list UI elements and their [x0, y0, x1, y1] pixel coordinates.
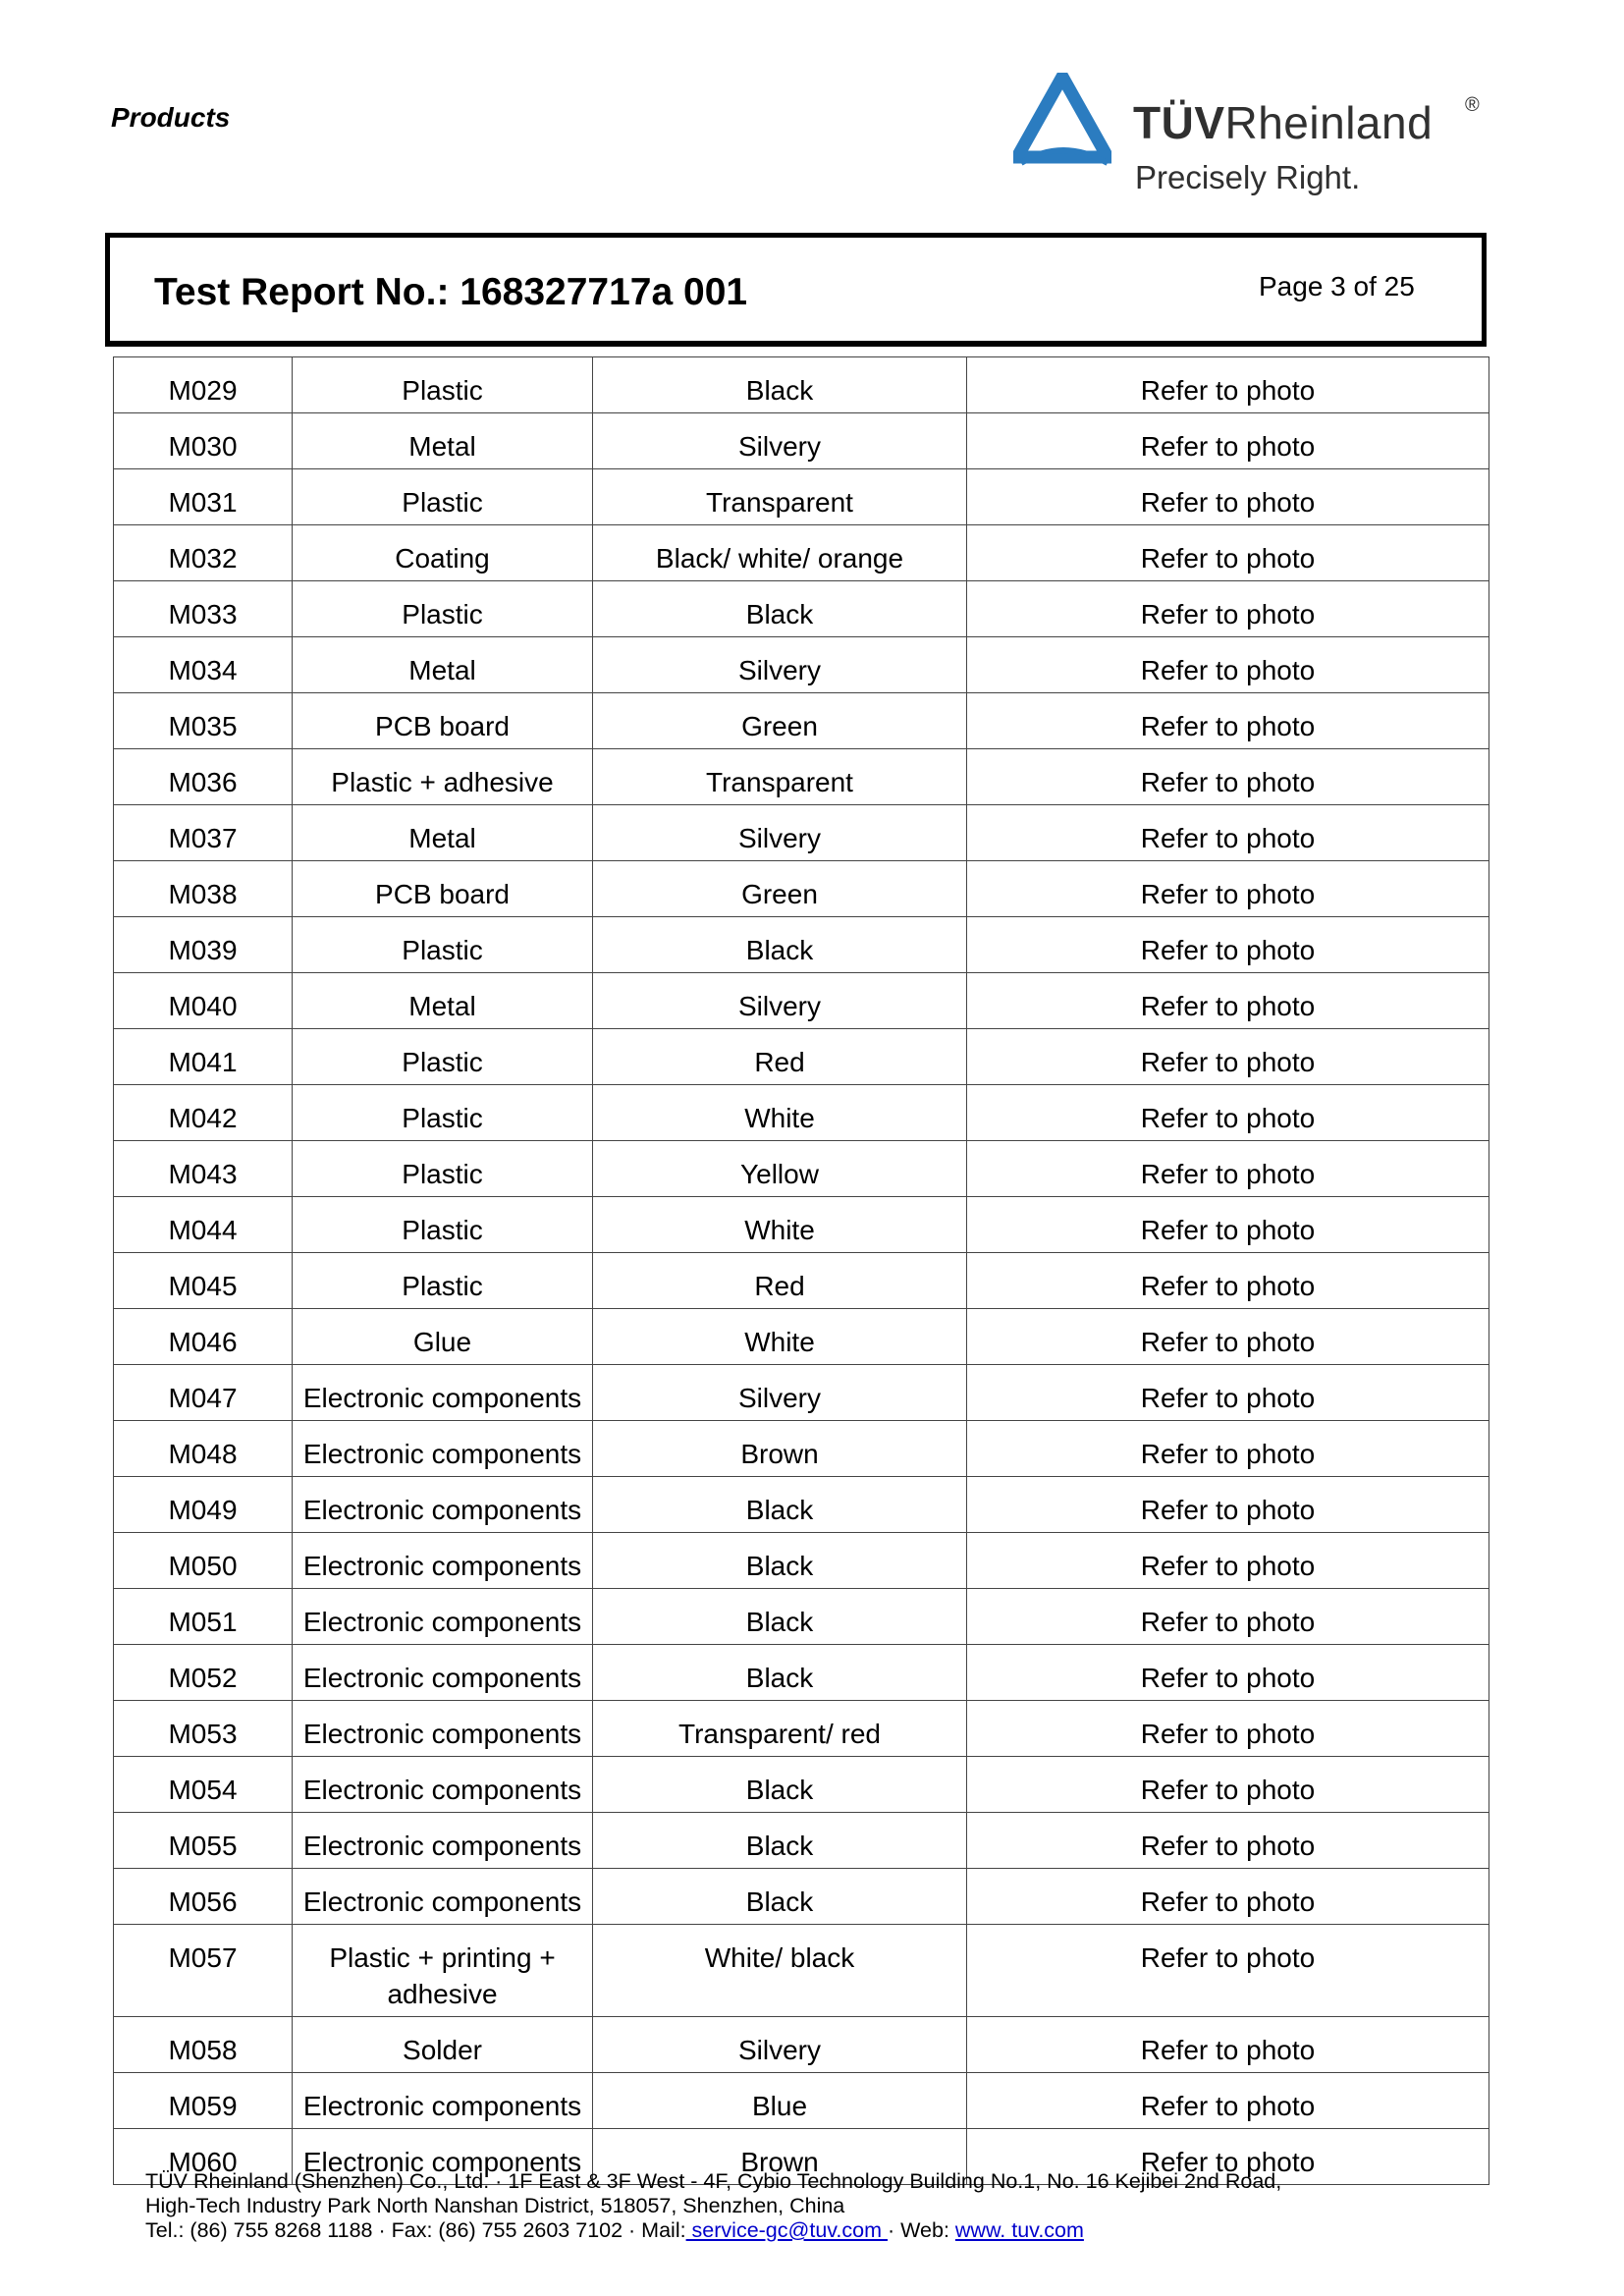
cell-material: Plastic	[293, 1029, 593, 1085]
cell-material-id: M045	[114, 1253, 293, 1309]
cell-color: Transparent	[593, 469, 967, 525]
table-row	[114, 2017, 1489, 2073]
cell-material: Electronic components	[293, 1589, 593, 1645]
cell-remark: Refer to photo	[967, 1141, 1489, 1197]
cell-remark: Refer to photo	[967, 1701, 1489, 1757]
cell-color: White	[593, 1309, 967, 1365]
cell-color: Blue	[593, 2073, 967, 2129]
cell-remark: Refer to photo	[967, 1365, 1489, 1421]
cell-remark: Refer to photo	[967, 469, 1489, 525]
cell-color: Silvery	[593, 637, 967, 693]
table-row	[114, 1533, 1489, 1589]
footer-address-line2: High-Tech Industry Park North Nanshan District, 518057, Shenzhen, China	[145, 2194, 845, 2217]
cell-remark: Refer to photo	[967, 2017, 1489, 2073]
report-title: Test Report No.: 168327717a 001	[154, 271, 748, 313]
cell-color: Black	[593, 1757, 967, 1813]
cell-material-id: M039	[114, 917, 293, 973]
footer	[145, 2169, 1281, 2243]
cell-material: Plastic + printing + adhesive	[293, 1925, 593, 2017]
footer-address-line1: TÜV Rheinland (Shenzhen) Co., Ltd. · 1F East & 3F West - 4F, Cybio Technology Building No.1, No. 16 Kejibei 2nd Road,	[145, 2169, 1282, 2193]
cell-material-id: M052	[114, 1645, 293, 1701]
cell-material-id: M035	[114, 693, 293, 749]
cell-material: Plastic	[293, 1085, 593, 1141]
cell-remark: Refer to photo	[967, 973, 1489, 1029]
table-row	[114, 525, 1489, 581]
table-row	[114, 1477, 1489, 1533]
logo-wordmark: TÜVRheinland	[1133, 97, 1434, 148]
table-row	[114, 861, 1489, 917]
table-row	[114, 1365, 1489, 1421]
cell-material-id: M048	[114, 1421, 293, 1477]
cell-material: Electronic components	[293, 1757, 593, 1813]
cell-material: Electronic components	[293, 1869, 593, 1925]
cell-remark: Refer to photo	[967, 1085, 1489, 1141]
table-row	[114, 2073, 1489, 2129]
cell-color: Brown	[593, 1421, 967, 1477]
cell-material-id: M055	[114, 1813, 293, 1869]
cell-remark: Refer to photo	[967, 525, 1489, 581]
cell-material: Electronic components	[293, 1477, 593, 1533]
footer-web-label: · Web:	[888, 2218, 955, 2242]
cell-material: Electronic components	[293, 1365, 593, 1421]
cell-color: Yellow	[593, 1141, 967, 1197]
cell-remark: Refer to photo	[967, 1533, 1489, 1589]
cell-material-id: M043	[114, 1141, 293, 1197]
cell-material: Electronic components	[293, 2073, 593, 2129]
cell-material-id: M056	[114, 1869, 293, 1925]
cell-remark: Refer to photo	[967, 917, 1489, 973]
report-header-box	[105, 233, 1487, 347]
cell-color: Silvery	[593, 2017, 967, 2073]
table-row	[114, 1645, 1489, 1701]
cell-material: PCB board	[293, 861, 593, 917]
cell-color: Silvery	[593, 1365, 967, 1421]
cell-material: PCB board	[293, 693, 593, 749]
cell-material-id: M030	[114, 413, 293, 469]
table-row	[114, 805, 1489, 861]
cell-remark: Refer to photo	[967, 805, 1489, 861]
materials-table	[113, 356, 1489, 2185]
cell-material-id: M037	[114, 805, 293, 861]
cell-material-id: M032	[114, 525, 293, 581]
cell-color: Black	[593, 917, 967, 973]
cell-remark: Refer to photo	[967, 1477, 1489, 1533]
cell-material: Metal	[293, 973, 593, 1029]
cell-remark: Refer to photo	[967, 1029, 1489, 1085]
cell-color: White	[593, 1085, 967, 1141]
cell-color: Black	[593, 581, 967, 637]
cell-color: Transparent/ red	[593, 1701, 967, 1757]
cell-material-id: M034	[114, 637, 293, 693]
cell-remark: Refer to photo	[967, 357, 1489, 413]
cell-material: Electronic components	[293, 2129, 593, 2185]
table-row	[114, 637, 1489, 693]
cell-remark: Refer to photo	[967, 2129, 1489, 2185]
cell-material: Plastic	[293, 917, 593, 973]
cell-material-id: M060	[114, 2129, 293, 2185]
table-row	[114, 973, 1489, 1029]
cell-material: Plastic	[293, 469, 593, 525]
table-row	[114, 413, 1489, 469]
cell-material-id: M042	[114, 1085, 293, 1141]
cell-remark: Refer to photo	[967, 1869, 1489, 1925]
cell-material-id: M038	[114, 861, 293, 917]
cell-color: Black	[593, 1869, 967, 1925]
cell-material: Glue	[293, 1309, 593, 1365]
cell-color: Black	[593, 1645, 967, 1701]
cell-material: Plastic	[293, 1197, 593, 1253]
cell-material-id: M057	[114, 1925, 293, 2017]
cell-material: Plastic	[293, 1141, 593, 1197]
cell-material: Electronic components	[293, 1701, 593, 1757]
table-row	[114, 1701, 1489, 1757]
table-row	[114, 917, 1489, 973]
cell-material: Plastic	[293, 1253, 593, 1309]
cell-color: Black	[593, 1813, 967, 1869]
table-row	[114, 1253, 1489, 1309]
table-row	[114, 1757, 1489, 1813]
table-row	[114, 1869, 1489, 1925]
cell-material-id: M029	[114, 357, 293, 413]
cell-color: Silvery	[593, 973, 967, 1029]
cell-remark: Refer to photo	[967, 1925, 1489, 2017]
cell-material: Metal	[293, 805, 593, 861]
cell-remark: Refer to photo	[967, 1421, 1489, 1477]
cell-remark: Refer to photo	[967, 581, 1489, 637]
cell-remark: Refer to photo	[967, 1813, 1489, 1869]
triangle-logo-icon	[1013, 73, 1111, 167]
table-row	[114, 357, 1489, 413]
cell-material-id: M054	[114, 1757, 293, 1813]
cell-material: Plastic	[293, 357, 593, 413]
cell-material: Coating	[293, 525, 593, 581]
table-row	[114, 1421, 1489, 1477]
cell-material-id: M033	[114, 581, 293, 637]
cell-material-id: M051	[114, 1589, 293, 1645]
cell-color: Black	[593, 1477, 967, 1533]
cell-material-id: M036	[114, 749, 293, 805]
cell-remark: Refer to photo	[967, 693, 1489, 749]
cell-color: Black	[593, 357, 967, 413]
cell-material: Electronic components	[293, 1813, 593, 1869]
cell-color: Green	[593, 861, 967, 917]
cell-color: Black/ white/ orange	[593, 525, 967, 581]
cell-material: Metal	[293, 637, 593, 693]
cell-material-id: M047	[114, 1365, 293, 1421]
web-link[interactable]: www. tuv.com	[954, 2218, 1084, 2242]
cell-color: White	[593, 1197, 967, 1253]
cell-remark: Refer to photo	[967, 1645, 1489, 1701]
table-row	[114, 749, 1489, 805]
cell-material: Electronic components	[293, 1533, 593, 1589]
cell-color: White/ black	[593, 1925, 967, 2017]
footer-contact-line	[145, 2218, 1281, 2243]
cell-remark: Refer to photo	[967, 1757, 1489, 1813]
cell-remark: Refer to photo	[967, 2073, 1489, 2129]
cell-material-id: M046	[114, 1309, 293, 1365]
table-row	[114, 469, 1489, 525]
cell-remark: Refer to photo	[967, 1589, 1489, 1645]
table-row	[114, 1141, 1489, 1197]
cell-remark: Refer to photo	[967, 861, 1489, 917]
cell-color: Silvery	[593, 805, 967, 861]
table-row	[114, 1589, 1489, 1645]
table-row	[114, 1085, 1489, 1141]
cell-color: Black	[593, 1589, 967, 1645]
footer-tel-fax: Tel.: (86) 755 8268 1188 · Fax: (86) 755 2603 7102 · Mail:	[145, 2218, 686, 2242]
cell-material-id: M041	[114, 1029, 293, 1085]
table-row	[114, 581, 1489, 637]
logo-tagline: Precisely Right.	[1135, 159, 1361, 195]
table-row	[114, 1197, 1489, 1253]
cell-material: Metal	[293, 413, 593, 469]
cell-color: Transparent	[593, 749, 967, 805]
cell-material: Solder	[293, 2017, 593, 2073]
cell-material: Electronic components	[293, 1645, 593, 1701]
cell-color: Black	[593, 1533, 967, 1589]
cell-remark: Refer to photo	[967, 413, 1489, 469]
cell-material-id: M053	[114, 1701, 293, 1757]
cell-material-id: M049	[114, 1477, 293, 1533]
table-row	[114, 1925, 1489, 2017]
registered-mark: ®	[1465, 94, 1480, 116]
cell-color: Red	[593, 1253, 967, 1309]
cell-remark: Refer to photo	[967, 1197, 1489, 1253]
cell-color: Green	[593, 693, 967, 749]
cell-material: Plastic	[293, 581, 593, 637]
cell-remark: Refer to photo	[967, 637, 1489, 693]
cell-material-id: M050	[114, 1533, 293, 1589]
cell-material-id: M031	[114, 469, 293, 525]
cell-color: Silvery	[593, 413, 967, 469]
tuv-rheinland-logo	[1013, 69, 1494, 206]
cell-remark: Refer to photo	[967, 749, 1489, 805]
cell-remark: Refer to photo	[967, 1253, 1489, 1309]
cell-color: Brown	[593, 2129, 967, 2185]
page-number: Page 3 of 25	[1259, 271, 1415, 301]
table-row	[114, 1813, 1489, 1869]
cell-remark: Refer to photo	[967, 1309, 1489, 1365]
cell-color: Red	[593, 1029, 967, 1085]
table-row	[114, 1309, 1489, 1365]
table-row	[114, 693, 1489, 749]
cell-material-id: M040	[114, 973, 293, 1029]
section-label: Products	[111, 102, 231, 133]
cell-material: Plastic + adhesive	[293, 749, 593, 805]
cell-material-id: M059	[114, 2073, 293, 2129]
cell-material-id: M058	[114, 2017, 293, 2073]
table-row	[114, 1029, 1489, 1085]
cell-material-id: M044	[114, 1197, 293, 1253]
mail-link[interactable]: service-gc@tuv.com	[685, 2218, 888, 2242]
cell-material: Electronic components	[293, 1421, 593, 1477]
